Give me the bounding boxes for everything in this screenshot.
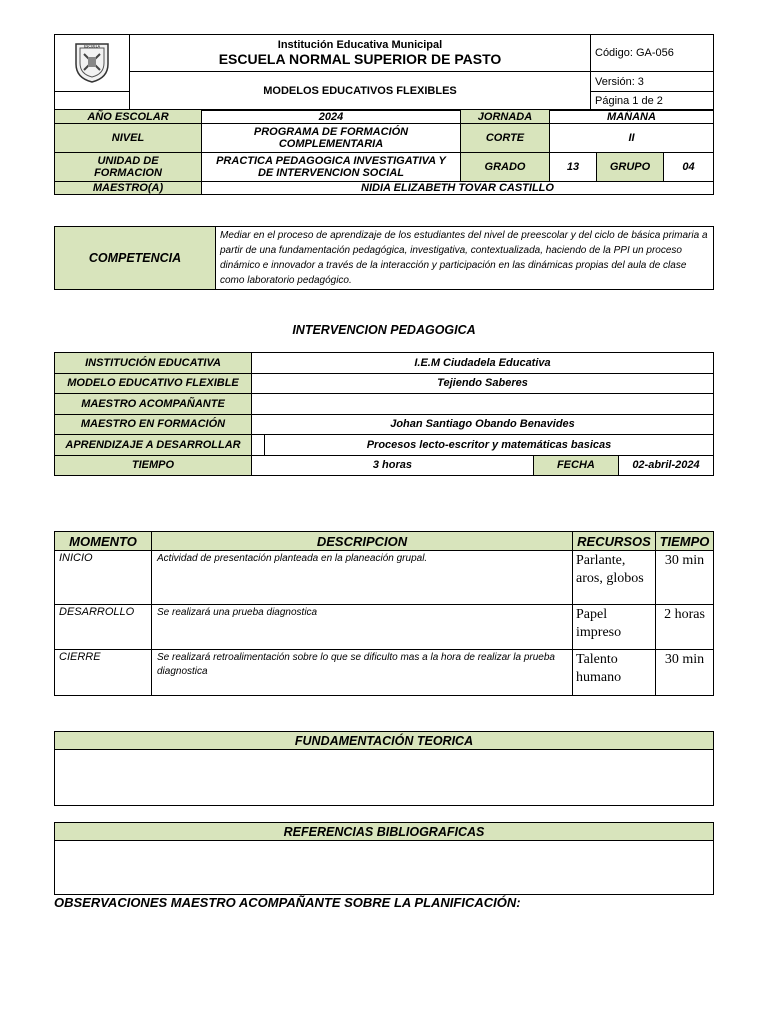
jornada-label: JORNADA	[461, 110, 550, 124]
recursos-cell: Talento humano	[573, 650, 656, 696]
grado-value: 13	[550, 153, 597, 182]
acompanante-label: MAESTRO ACOMPAÑANTE	[55, 394, 252, 415]
institucion-label: INSTITUCIÓN EDUCATIVA	[55, 353, 252, 374]
recursos-header: RECURSOS	[573, 532, 656, 551]
ano-escolar-value: 2024	[202, 110, 461, 124]
ano-escolar-label: AÑO ESCOLAR	[55, 110, 202, 124]
intervencion-table	[54, 352, 714, 476]
unidad-label: UNIDAD DE FORMACION	[55, 153, 202, 182]
table-row	[55, 605, 714, 650]
school-crest-icon	[70, 40, 114, 84]
nivel-label: NIVEL	[55, 124, 202, 153]
tiempo-label: TIEMPO	[55, 455, 252, 476]
tiempo-value: 3 horas	[252, 455, 534, 476]
school-title-cell	[130, 35, 591, 72]
fecha-value: 02-abril-2024	[618, 455, 713, 476]
aprendizaje-label: APRENDIZAJE A DESARROLLAR	[55, 435, 252, 456]
document-header	[54, 34, 714, 111]
fundamentacion-body	[55, 750, 714, 806]
competencia-text: Mediar en el proceso de aprendizaje de los estudiantes del nivel de preescolar y del ciclo de básica primaria a partir de una fundamentación pedagógica, investigativa, contextualizada, haciendo de la PPI un proceso dinámico e innovador a través de la interacción y participación en las dinámicas propias del aula de clase como laboratorio pedagógico.	[216, 227, 714, 290]
fecha-label: FECHA	[533, 455, 618, 476]
institucion-value: I.E.M Ciudadela Educativa	[252, 353, 714, 374]
formacion-label: MAESTRO EN FORMACIÓN	[55, 414, 252, 435]
grupo-value: 04	[664, 153, 714, 182]
momentos-table	[54, 531, 714, 696]
logo-lower-cell	[55, 92, 130, 111]
svg-text:ESCUELA: ESCUELA	[83, 44, 101, 48]
table-row	[55, 650, 714, 696]
info-table	[54, 109, 714, 195]
referencias-title: REFERENCIAS BIBLIOGRAFICAS	[55, 823, 714, 841]
doc-code: Código: GA-056	[591, 35, 714, 72]
institution-name: Institución Educativa Municipal	[277, 38, 443, 51]
descripcion-cell: Se realizará una prueba diagnostica	[152, 605, 573, 650]
corte-label: CORTE	[461, 124, 550, 153]
observaciones-title: OBSERVACIONES MAESTRO ACOMPAÑANTE SOBRE LA PLANIFICACIÓN:	[54, 895, 521, 910]
jornada-value: MAÑANA	[550, 110, 714, 124]
grado-label: GRADO	[461, 153, 550, 182]
recursos-cell: Parlante, aros, globos	[573, 551, 656, 605]
recursos-cell: Papel impreso	[573, 605, 656, 650]
modelo-value: Tejiendo Saberes	[252, 373, 714, 394]
tiempo-cell: 2 horas	[656, 605, 714, 650]
descripcion-cell: Actividad de presentación planteada en la planeación grupal.	[152, 551, 573, 605]
momento-cell: CIERRE	[55, 650, 152, 696]
fundamentacion-title: FUNDAMENTACIÓN TEORICA	[55, 732, 714, 750]
tiempo-cell: 30 min	[656, 650, 714, 696]
aprendizaje-spacer	[252, 435, 265, 456]
school-name: ESCUELA NORMAL SUPERIOR DE PASTO	[218, 50, 502, 67]
doc-page: Página 1 de 2	[591, 92, 714, 111]
table-row	[55, 551, 714, 605]
logo-cell	[55, 35, 130, 92]
descripcion-header: DESCRIPCION	[152, 532, 573, 551]
tiempo-header: TIEMPO	[656, 532, 714, 551]
intervencion-title: INTERVENCION PEDAGOGICA	[292, 323, 476, 337]
descripcion-cell: Se realizará retroalimentación sobre lo que se dificulto mas a la hora de realizar la prueba diagnostica	[152, 650, 573, 696]
unidad-value: PRACTICA PEDAGOGICA INVESTIGATIVA Y DE INTERVENCION SOCIAL	[202, 153, 461, 182]
document-title: MODELOS EDUCATIVOS FLEXIBLES	[130, 72, 591, 111]
momento-cell: DESARROLLO	[55, 605, 152, 650]
referencias-section	[54, 822, 714, 895]
momento-header: MOMENTO	[55, 532, 152, 551]
competencia-table	[54, 226, 714, 290]
acompanante-value	[252, 394, 714, 415]
tiempo-cell: 30 min	[656, 551, 714, 605]
grupo-label: GRUPO	[597, 153, 664, 182]
aprendizaje-value: Procesos lecto-escritor y matemáticas basicas	[265, 435, 714, 456]
corte-value: II	[550, 124, 714, 153]
maestro-label: MAESTRO(A)	[55, 182, 202, 195]
nivel-value: PROGRAMA DE FORMACIÓN COMPLEMENTARIA	[202, 124, 461, 153]
referencias-body	[55, 841, 714, 895]
maestro-value: NIDIA ELIZABETH TOVAR CASTILLO	[202, 182, 714, 195]
fundamentacion-section	[54, 731, 714, 806]
competencia-label: COMPETENCIA	[55, 227, 216, 290]
formacion-value: Johan Santiago Obando Benavides	[252, 414, 714, 435]
doc-version: Versión: 3	[591, 72, 714, 92]
modelo-label: MODELO EDUCATIVO FLEXIBLE	[55, 373, 252, 394]
momento-cell: INICIO	[55, 551, 152, 605]
